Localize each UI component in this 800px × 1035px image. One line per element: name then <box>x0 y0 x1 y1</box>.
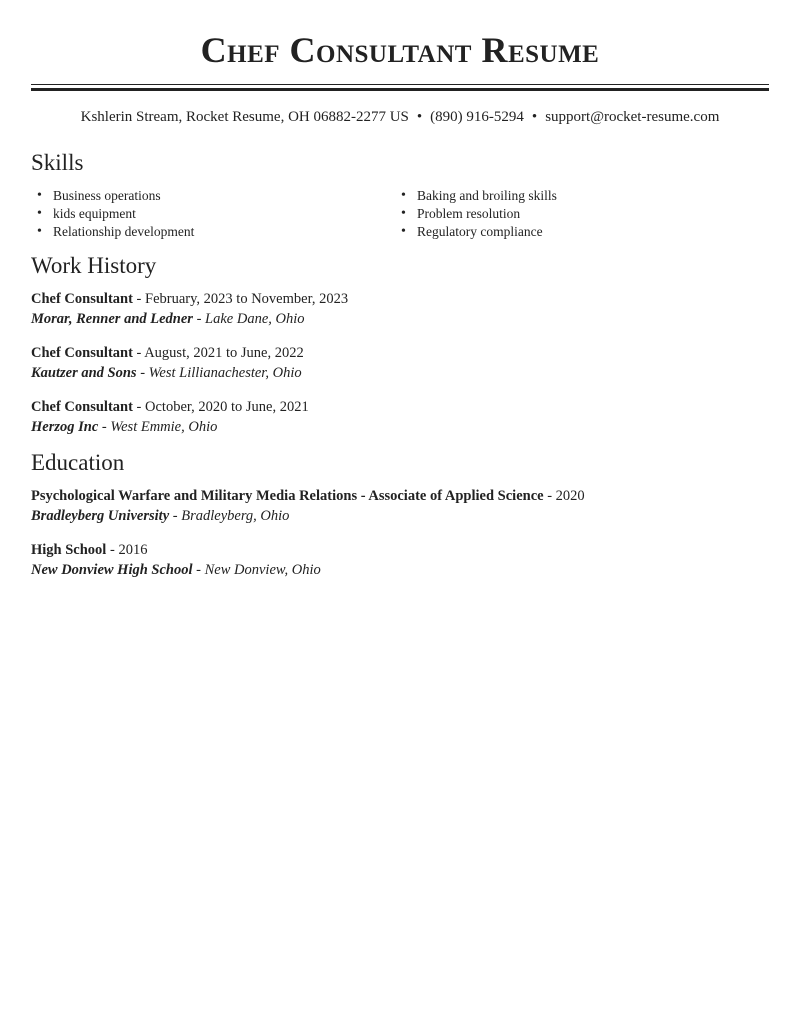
edu-degree: High School <box>31 542 107 559</box>
skill-item: • Regulatory compliance <box>395 223 759 241</box>
work-entry: Chef Consultant - October, 2020 to June, 2021 Herzog Inc - West Emmie, Ohio <box>31 399 309 435</box>
resume-title: Chef Consultant Resume <box>200 30 600 70</box>
edu-year: 2016 <box>118 542 148 559</box>
job-dates: August, 2021 to June, 2022 <box>144 345 304 362</box>
skills-column-left <box>31 187 395 240</box>
resume-page <box>31 0 769 580</box>
skill-item: • Relationship development <box>31 223 395 241</box>
skill-item: • kids equipment <box>31 205 395 223</box>
skills-heading: Skills <box>31 150 84 175</box>
education-entry: High School - 2016 New Donview High School - New Donview, Ohio <box>31 542 321 578</box>
edu-location: New Donview, Ohio <box>204 561 321 578</box>
title-divider-thick <box>31 88 769 91</box>
work-entry: Chef Consultant - February, 2023 to November, 2023 Morar, Renner and Ledner - Lake Dane, Ohio <box>31 291 349 327</box>
job-dates: February, 2023 to November, 2023 <box>145 291 349 308</box>
job-role: Chef Consultant <box>31 291 133 308</box>
skill-item: • Business operations <box>31 187 395 205</box>
job-location: Lake Dane, Ohio <box>205 310 305 327</box>
skills-column-right <box>395 187 759 240</box>
job-company: Kautzer and Sons <box>31 364 137 381</box>
job-dates: October, 2020 to June, 2021 <box>145 399 309 416</box>
contact-line <box>31 107 769 127</box>
work-entry: Chef Consultant - August, 2021 to June, 2022 Kautzer and Sons - West Lillianachester, Ohio <box>31 345 304 381</box>
job-role: Chef Consultant <box>31 399 133 416</box>
contact-email: support@rocket-resume.com <box>545 109 720 125</box>
work-history-heading: Work History <box>31 253 157 279</box>
job-company: Morar, Renner and Ledner <box>31 310 193 327</box>
skills-list <box>31 187 769 240</box>
title-divider-thin <box>31 84 769 85</box>
job-role: Chef Consultant <box>31 345 133 362</box>
education-entry: Psychological Warfare and Military Media Relations - Associate of Applied Science - 2020 Bradleyberg University - Bradleyberg, Ohio <box>31 488 585 524</box>
contact-phone: (890) 916-5294 <box>430 109 524 125</box>
job-location: West Lillianachester, Ohio <box>148 364 302 381</box>
edu-school: New Donview High School <box>31 561 193 578</box>
skill-item: • Problem resolution <box>395 205 759 223</box>
job-company: Herzog Inc <box>31 418 99 435</box>
education-heading: Education <box>31 450 125 476</box>
job-location: West Emmie, Ohio <box>110 418 218 435</box>
skill-item: • Baking and broiling skills <box>395 187 759 205</box>
contact-separator: • <box>531 109 538 125</box>
edu-year: 2020 <box>555 488 585 505</box>
contact-address: Kshlerin Stream, Rocket Resume, OH 06882-2277 US <box>80 109 409 125</box>
edu-location: Bradleyberg, Ohio <box>181 507 290 524</box>
edu-school: Bradleyberg University <box>31 507 170 524</box>
edu-degree: Psychological Warfare and Military Media Relations - Associate of Applied Science <box>31 488 544 505</box>
contact-separator: • <box>416 109 423 125</box>
